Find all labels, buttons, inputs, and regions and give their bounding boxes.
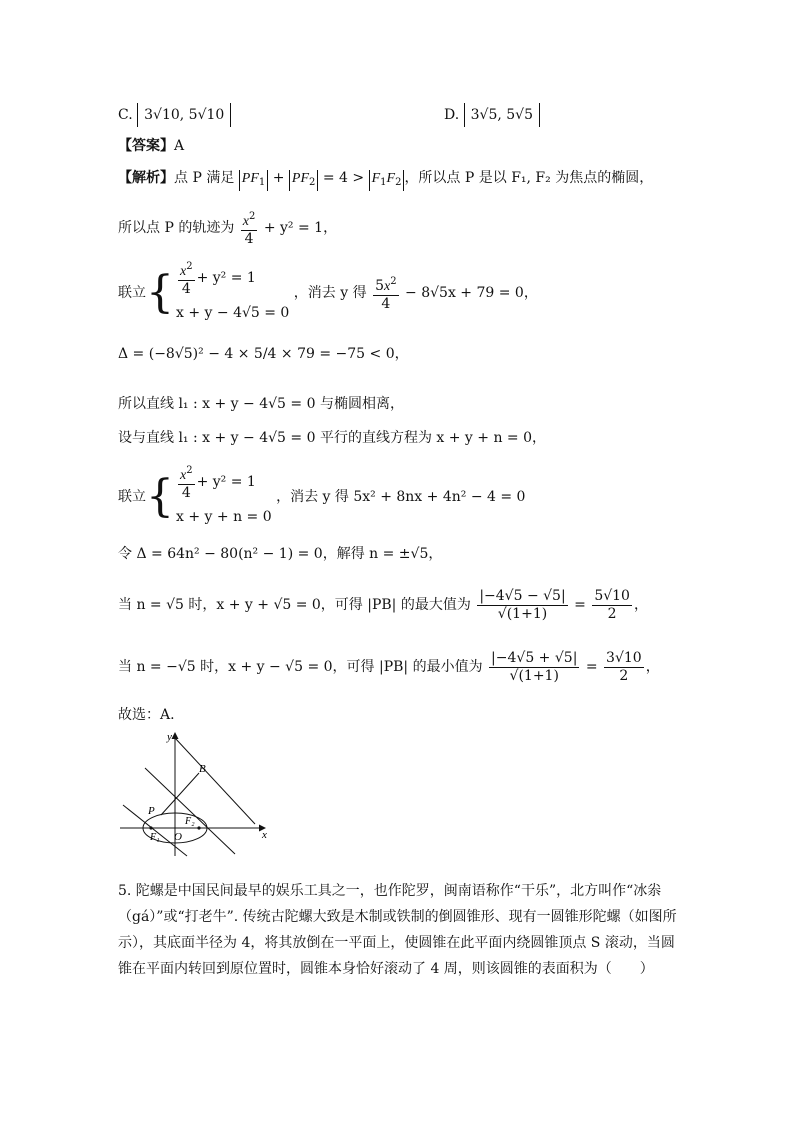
analysis-text: ，消去 y 得 bbox=[293, 285, 367, 301]
segment-pb bbox=[161, 773, 199, 815]
analysis-text: = 4 > bbox=[318, 170, 369, 186]
analysis-text: − 8√5x + 79 = 0， bbox=[400, 285, 538, 301]
analysis-text: ，所以点 P 是以 F₁, F₂ 为焦点的椭圆， bbox=[404, 170, 654, 186]
analysis-line-6 bbox=[118, 428, 546, 448]
abs-pf1: $PF_1$ bbox=[239, 170, 268, 191]
min-result: $\frac{3√10}{2}$ bbox=[606, 649, 642, 684]
analysis-line-2 bbox=[118, 208, 337, 248]
max-fraction: $\frac{|-4√5 - √5|}{√(1+1)}$ bbox=[479, 587, 566, 622]
option-c bbox=[118, 103, 231, 127]
analysis-text: 联立 bbox=[118, 489, 146, 505]
equation-system: $\frac{x^2}{4}$ + y² = 1 x + y − 4√5 = 0 bbox=[176, 258, 289, 328]
option-d-value: 3√5, 5√5 bbox=[464, 103, 540, 127]
x-axis-label: x bbox=[262, 829, 267, 841]
conclusion bbox=[118, 705, 175, 725]
question-5-text: 5. 陀螺是中国民间最早的娱乐工具之一，也作陀罗，闽南语称作“干乐”，北方叫作“冰尜（gá）”或“打老牛”. 传统古陀螺大致是木制或铁制的倒圆锥形、现有一圆锥形陀螺（如图所示），其底面半径为 4，将其放倒在一平面上，使圆锥在此平面内绕圆锥顶点 S 滚动，当圆锥在平面内转回到原位置时，圆锥本身恰好滚动了 4 周，则该圆锥的表面积为（ ） bbox=[118, 883, 677, 977]
point-b-label: B bbox=[199, 763, 206, 775]
analysis-line-3 bbox=[118, 258, 538, 328]
analysis-line-10: 当 n = −√5 时，x + y − √5 = 0，可得 |PB| 的最小值为 $\frac{|-4√5 + √5|}{√(1+1)}$ = $\frac{3√10}{2}$ ， bbox=[118, 649, 660, 684]
fraction-5x2-over-4: $\frac{5x^2}{4}$ bbox=[373, 273, 399, 313]
analysis-text: + y² = 1， bbox=[259, 220, 338, 236]
system-eq-2: x + y + n = 0 bbox=[176, 509, 272, 525]
conclusion-text: 故选：A. bbox=[118, 707, 175, 723]
focus-f2-label: F₂ bbox=[185, 816, 195, 827]
system-eq-1: + y² = 1 bbox=[196, 270, 256, 286]
answer-line bbox=[118, 136, 184, 156]
min-fraction: $\frac{|-4√5 + √5|}{√(1+1)}$ bbox=[491, 649, 578, 684]
analysis-line-5 bbox=[118, 394, 404, 414]
analysis-line-4 bbox=[118, 344, 409, 364]
answer-tag: 【答案】 bbox=[118, 138, 174, 154]
max-result: $\frac{5√10}{2}$ bbox=[594, 587, 630, 622]
analysis-line-1: 【解析】点 P 满足 $PF_1 + PF_2 = 4 > F_1F_2$ ，所以点 P 是以 F₁, F₂ 为焦点的椭圆， bbox=[118, 168, 653, 191]
analysis-text: 所以直线 l₁ : x + y − 4√5 = 0 与椭圆相离， bbox=[118, 396, 404, 412]
option-d bbox=[444, 103, 540, 127]
line-l1 bbox=[175, 738, 255, 824]
ellipse-figure bbox=[115, 728, 275, 858]
abs-pf2: $PF_2$ bbox=[289, 170, 318, 191]
option-c-value: 3√10, 5√10 bbox=[137, 103, 231, 127]
analysis-line-8 bbox=[118, 544, 442, 564]
point-p-label: P bbox=[148, 805, 155, 817]
equals: = bbox=[569, 597, 591, 613]
left-brace: { bbox=[146, 267, 174, 318]
analysis-text: 所以点 P 的轨迹为 bbox=[118, 220, 235, 236]
analysis-text: 点 P 满足 bbox=[174, 170, 239, 186]
analysis-text: 当 n = √5 时，x + y + √5 = 0，可得 |PB| 的最大值为 bbox=[118, 597, 471, 613]
fraction-x2-over-4: $\frac{x^2}{4}$ bbox=[241, 208, 258, 248]
analysis-text: 联立 bbox=[118, 285, 146, 301]
focus-f2 bbox=[197, 826, 200, 829]
equation-system: $\frac{x^2}{4}$ + y² = 1 x + y + n = 0 bbox=[176, 462, 272, 532]
left-brace: { bbox=[146, 471, 174, 522]
analysis-tag: 【解析】 bbox=[118, 170, 174, 186]
focus-f1 bbox=[149, 826, 152, 829]
option-d-label: D. bbox=[444, 107, 460, 123]
abs-f1f2: $F_1F_2$ bbox=[369, 170, 405, 191]
answer-value: A bbox=[174, 138, 185, 154]
system-eq-1: + y² = 1 bbox=[196, 474, 256, 490]
question-5 bbox=[118, 878, 678, 982]
analysis-line-9: 当 n = √5 时，x + y + √5 = 0，可得 |PB| 的最大值为 $\frac{|-4√5 - √5|}{√(1+1)}$ = $\frac{5√10}{2}$ ， bbox=[118, 587, 648, 622]
focus-f1-label: F₁ bbox=[150, 832, 160, 843]
system-eq-2: x + y − 4√5 = 0 bbox=[176, 305, 290, 321]
origin-label: O bbox=[174, 831, 182, 843]
analysis-line-7 bbox=[118, 462, 525, 532]
analysis-text: 当 n = −√5 时，x + y − √5 = 0，可得 |PB| 的最小值为 bbox=[118, 659, 483, 675]
analysis-text: 设与直线 l₁ : x + y − 4√5 = 0 平行的直线方程为 x + y + n = 0， bbox=[118, 430, 547, 446]
equals: = bbox=[581, 659, 603, 675]
analysis-text: ，消去 y 得 5x² + 8nx + 4n² − 4 = 0 bbox=[276, 489, 526, 505]
discriminant-line: Δ = (−8√5)² − 4 × 5/4 × 79 = −75 < 0， bbox=[118, 346, 409, 362]
y-axis-label: y bbox=[167, 731, 172, 743]
analysis-text: 令 Δ = 64n² − 80(n² − 1) = 0，解得 n = ±√5， bbox=[118, 546, 443, 562]
option-c-label: C. bbox=[118, 107, 133, 123]
